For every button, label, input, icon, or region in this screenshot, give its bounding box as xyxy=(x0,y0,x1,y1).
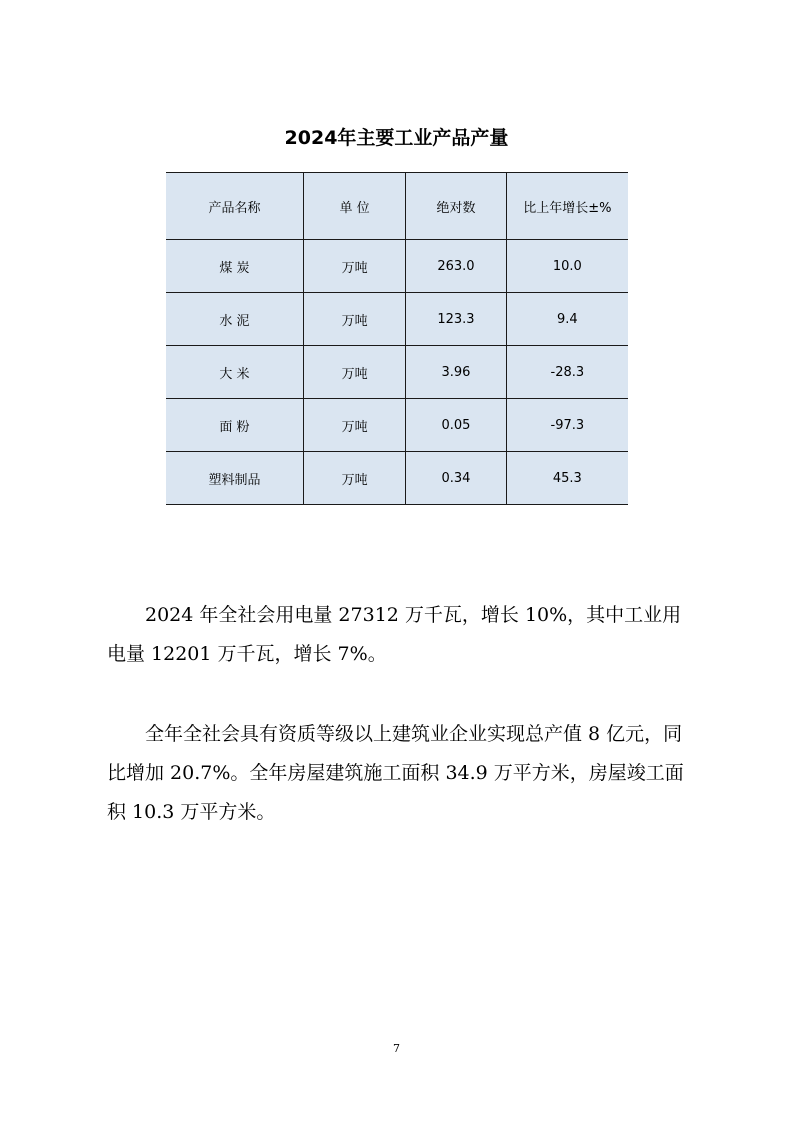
cell-value: 123.3 xyxy=(406,293,506,346)
cell-unit: 万吨 xyxy=(303,452,405,505)
cell-unit: 万吨 xyxy=(303,240,405,293)
cell-growth: -97.3 xyxy=(506,399,628,452)
table-title: 2024年主要工业产品产量 xyxy=(284,127,509,149)
cell-value: 0.34 xyxy=(406,452,506,505)
header-absolute-value: 绝对数 xyxy=(406,173,506,240)
cell-product-name: 面 粉 xyxy=(166,399,303,452)
cell-growth: 9.4 xyxy=(506,293,628,346)
cell-unit: 万吨 xyxy=(303,399,405,452)
cell-unit: 万吨 xyxy=(303,293,405,346)
paragraph-construction: 全年全社会具有资质等级以上建筑业企业实现总产值 8 亿元，同比增加 20.7%。全年房屋建筑施工面积 34.9 万平方米，房屋竣工面积 10.3 万平方米。 xyxy=(107,723,684,823)
table-row xyxy=(166,293,628,346)
cell-growth: 10.0 xyxy=(506,240,628,293)
header-unit: 单 位 xyxy=(303,173,405,240)
table-row xyxy=(166,399,628,452)
cell-product-name: 煤 炭 xyxy=(166,240,303,293)
cell-product-name: 大 米 xyxy=(166,346,303,399)
table-row xyxy=(166,240,628,293)
cell-unit: 万吨 xyxy=(303,346,405,399)
cell-value: 263.0 xyxy=(406,240,506,293)
cell-value: 3.96 xyxy=(406,346,506,399)
header-product-name: 产品名称 xyxy=(166,173,303,240)
page-number: 7 xyxy=(393,1042,400,1055)
cell-growth: 45.3 xyxy=(506,452,628,505)
header-growth-percent: 比上年增长±% xyxy=(506,173,628,240)
products-table xyxy=(166,172,628,505)
cell-product-name: 塑料制品 xyxy=(166,452,303,505)
table-row xyxy=(166,452,628,505)
table-row xyxy=(166,346,628,399)
cell-value: 0.05 xyxy=(406,399,506,452)
cell-product-name: 水 泥 xyxy=(166,293,303,346)
cell-growth: -28.3 xyxy=(506,346,628,399)
paragraph-electricity: 2024 年全社会用电量 27312 万千瓦，增长 10%，其中工业用电量 12201 万千瓦，增长 7%。 xyxy=(107,604,682,665)
table-header-row xyxy=(166,173,628,240)
